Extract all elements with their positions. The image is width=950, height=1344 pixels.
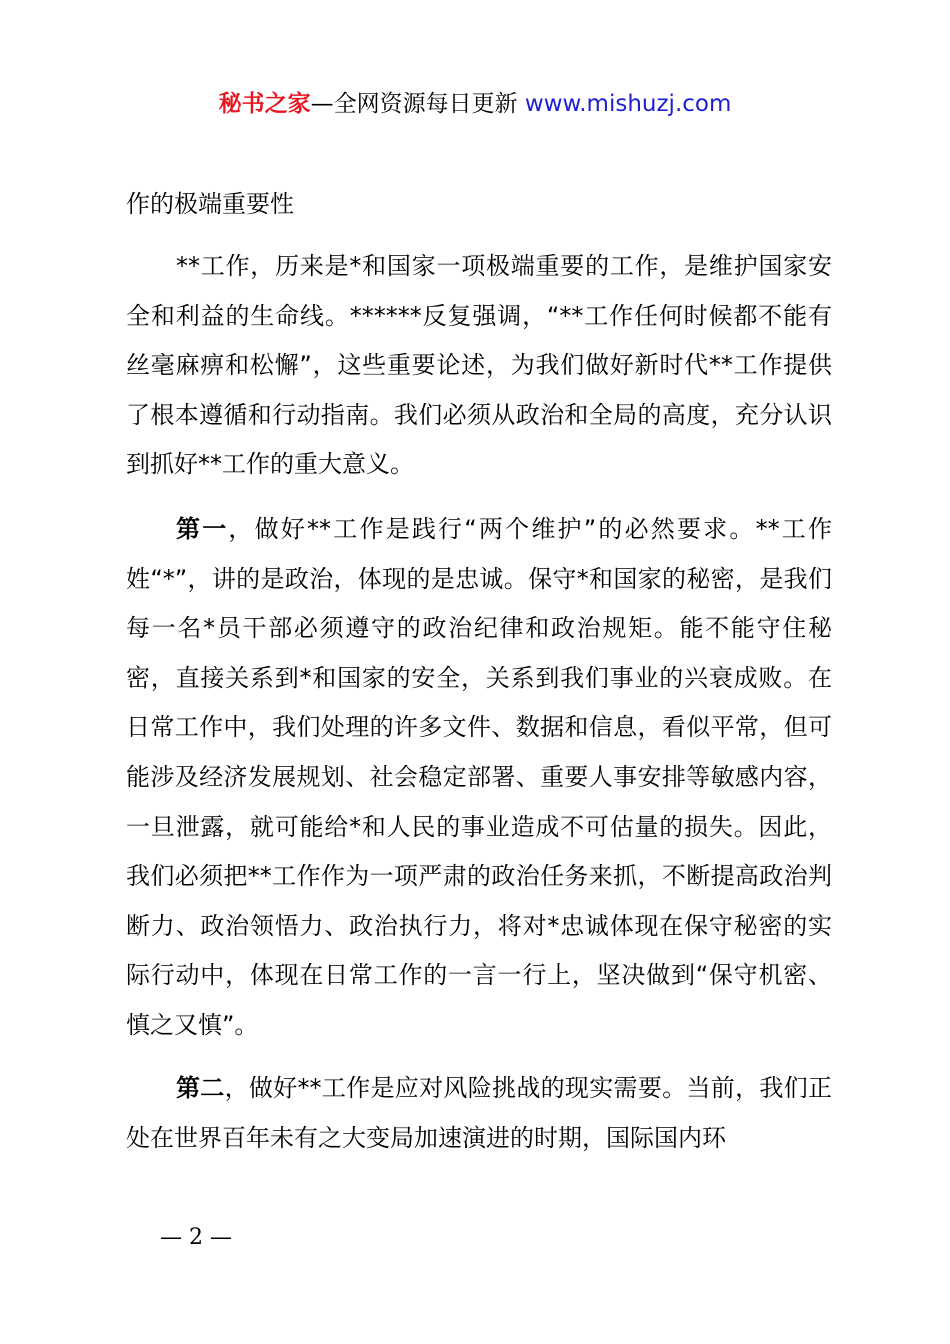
paragraph-text: **工作，历来是*和国家一项极端重要的工作，是维护国家安全和利益的生命线。******反复强调，“**工作任何时候都不能有丝毫麻痹和松懈”，这些重要论述，为我们做好新时代**工作提供了根本遵循和行动指南。我们必须从政治和全局的高度，充分认识到抓好**工作的重大意义。	[126, 252, 832, 479]
paragraph-lead: 第二	[176, 1074, 225, 1102]
site-header	[0, 88, 950, 120]
paragraph-first-point	[126, 505, 832, 1051]
paragraph-intro	[126, 242, 832, 490]
brand-name: 秘书之家	[218, 91, 311, 117]
paragraph-text: ，做好**工作是践行“两个维护”的必然要求。**工作姓“*”，讲的是政治，体现的是忠诚。保守*和国家的秘密，是我们每一名*员干部必须遵守的政治纪律和政治规矩。能不能守住秘密，直接关系到*和国家的安全，关系到我们事业的兴衰成败。在日常工作中，我们处理的许多文件、数据和信息，看似平常，但可能涉及经济发展规划、社会稳定部署、重要人事安排等敏感内容，一旦泄露，就可能给*和人民的事业造成不可估量的损失。因此，我们必须把**工作作为一项严肃的政治任务来抓，不断提高政治判断力、政治领悟力、政治执行力，将对*忠诚体现在保守秘密的实际行动中，体现在日常工作的一言一行上，坚决做到“保守机密、慎之又慎”。	[126, 515, 833, 1039]
page-number: — 2 —	[160, 1225, 232, 1250]
paragraph-second-point	[126, 1064, 832, 1163]
paragraph-text: ，做好**工作是应对风险挑战的现实需要。当前，我们正处在世界百年未有之大变局加速演进的时期，国际国内环	[126, 1074, 833, 1152]
header-tagline: —全网资源每日更新	[310, 91, 518, 117]
continued-line: 作的极端重要性	[126, 190, 294, 218]
paragraph-lead: 第一	[176, 515, 229, 543]
site-url-link[interactable]: www.mishuzj.com	[524, 91, 732, 117]
